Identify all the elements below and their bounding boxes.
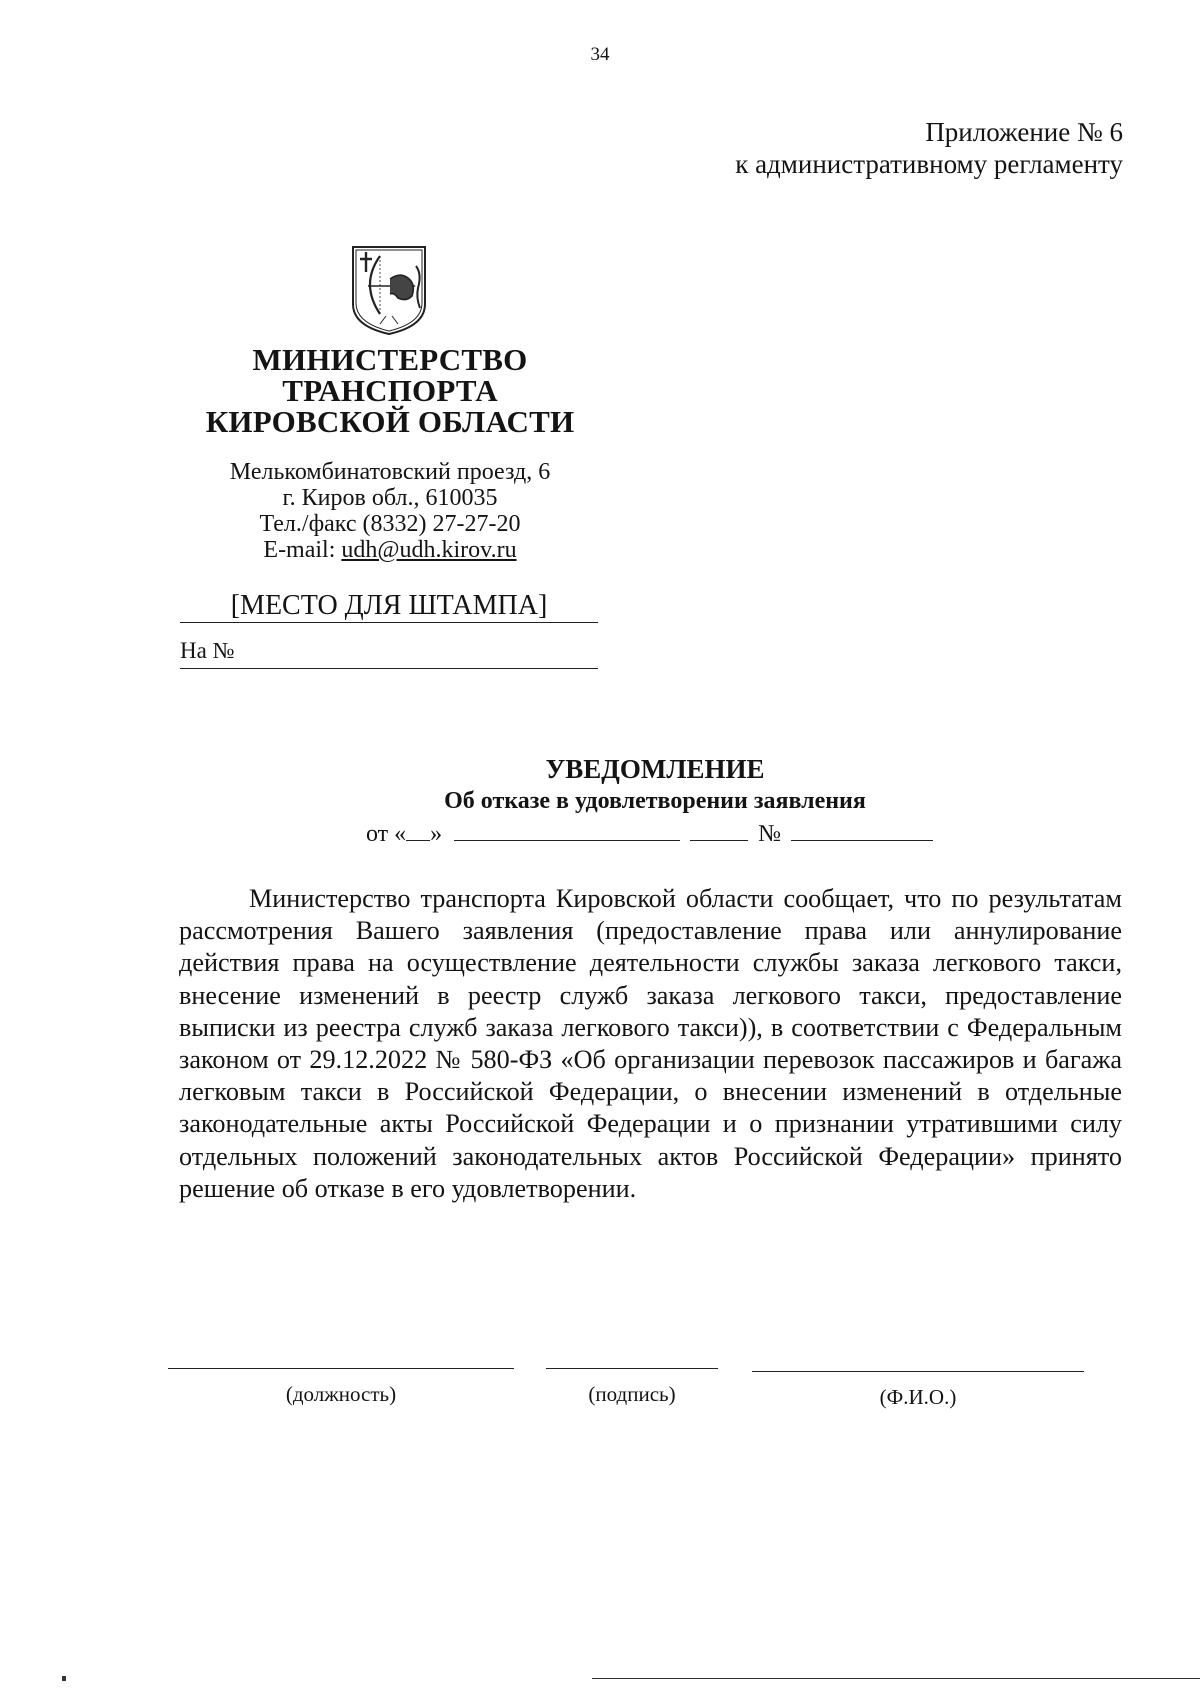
notice-body-paragraph: Министерство транспорта Кировской области сообщает, что по результатам рассмотрения Вашего заявления (предоставление права или аннулирование действия права на осуществление деятельности службы заказа легкового такси, внесение изменений в реестр служб заказа легкового такси, предоставление выписки из реестра служб заказа легкового такси)), в соответствии с Федеральным законом от 29.12.2022 № 580-ФЗ «Об организации перевозок пассажиров и багажа легковым такси в Российской Федерации, о внесении изменений в отдельные законодательные акты Российской Федерации и о признании утратившими силу отдельных положений законодательных актов Российской Федерации» принято решение об отказе в его удовлетворении. [179,884,1122,1203]
appendix-line-1: Приложение № 6 [925,117,1123,147]
notice-subtitle: Об отказе в удовлетворении заявления [444,788,866,814]
email-link[interactable]: udh@udh.kirov.ru [341,537,517,563]
phone-fax: Тел./факс (8332) 27-27-20 [259,511,521,537]
ministry-contacts [160,459,620,563]
ministry-name [160,344,620,437]
ministry-name-line: ТРАНСПОРТА [282,373,498,408]
stamp-placeholder: [МЕСТО ДЛЯ ШТАМПА] [230,590,548,621]
appendix-reference [735,116,1123,180]
signature-line [546,1368,718,1369]
name-label: (Ф.И.О.) [879,1385,957,1409]
email-label: E-mail: [263,537,342,563]
number-label: № [758,821,782,847]
bottom-rule [592,1678,1200,1679]
signature-label: (подпись) [588,1382,676,1406]
letterhead [160,344,620,563]
date-suffix: » [430,821,443,847]
notice-body [179,883,1122,1205]
ministry-name-line: КИРОВСКОЙ ОБЛАСТИ [205,404,575,439]
address-line-2: г. Киров обл., 610035 [282,485,498,511]
date-prefix: от « [366,821,407,847]
page-number: 34 [590,44,610,65]
kirov-coat-of-arms-icon [350,244,428,336]
email-row [160,537,620,563]
year-blank [690,818,748,841]
notice-title: УВЕДОМЛЕНИЕ [545,754,765,784]
month-blank [454,818,680,841]
address-line-1: Мелькомбинатовский проезд, 6 [229,459,551,485]
reference-number-field [180,668,598,669]
day-blank [406,818,430,841]
ministry-name-line: МИНИСТЕРСТВО [252,342,528,377]
scan-mark [62,1676,66,1681]
name-line [752,1371,1084,1372]
number-blank [791,818,933,841]
position-label: (должность) [285,1382,397,1406]
stamp-underline [180,622,598,623]
notice-heading [0,752,1200,816]
notice-date-number-line [366,818,933,848]
appendix-line-2: к административному регламенту [735,149,1123,179]
reference-number-label: На № [180,638,235,663]
position-line [168,1368,514,1369]
